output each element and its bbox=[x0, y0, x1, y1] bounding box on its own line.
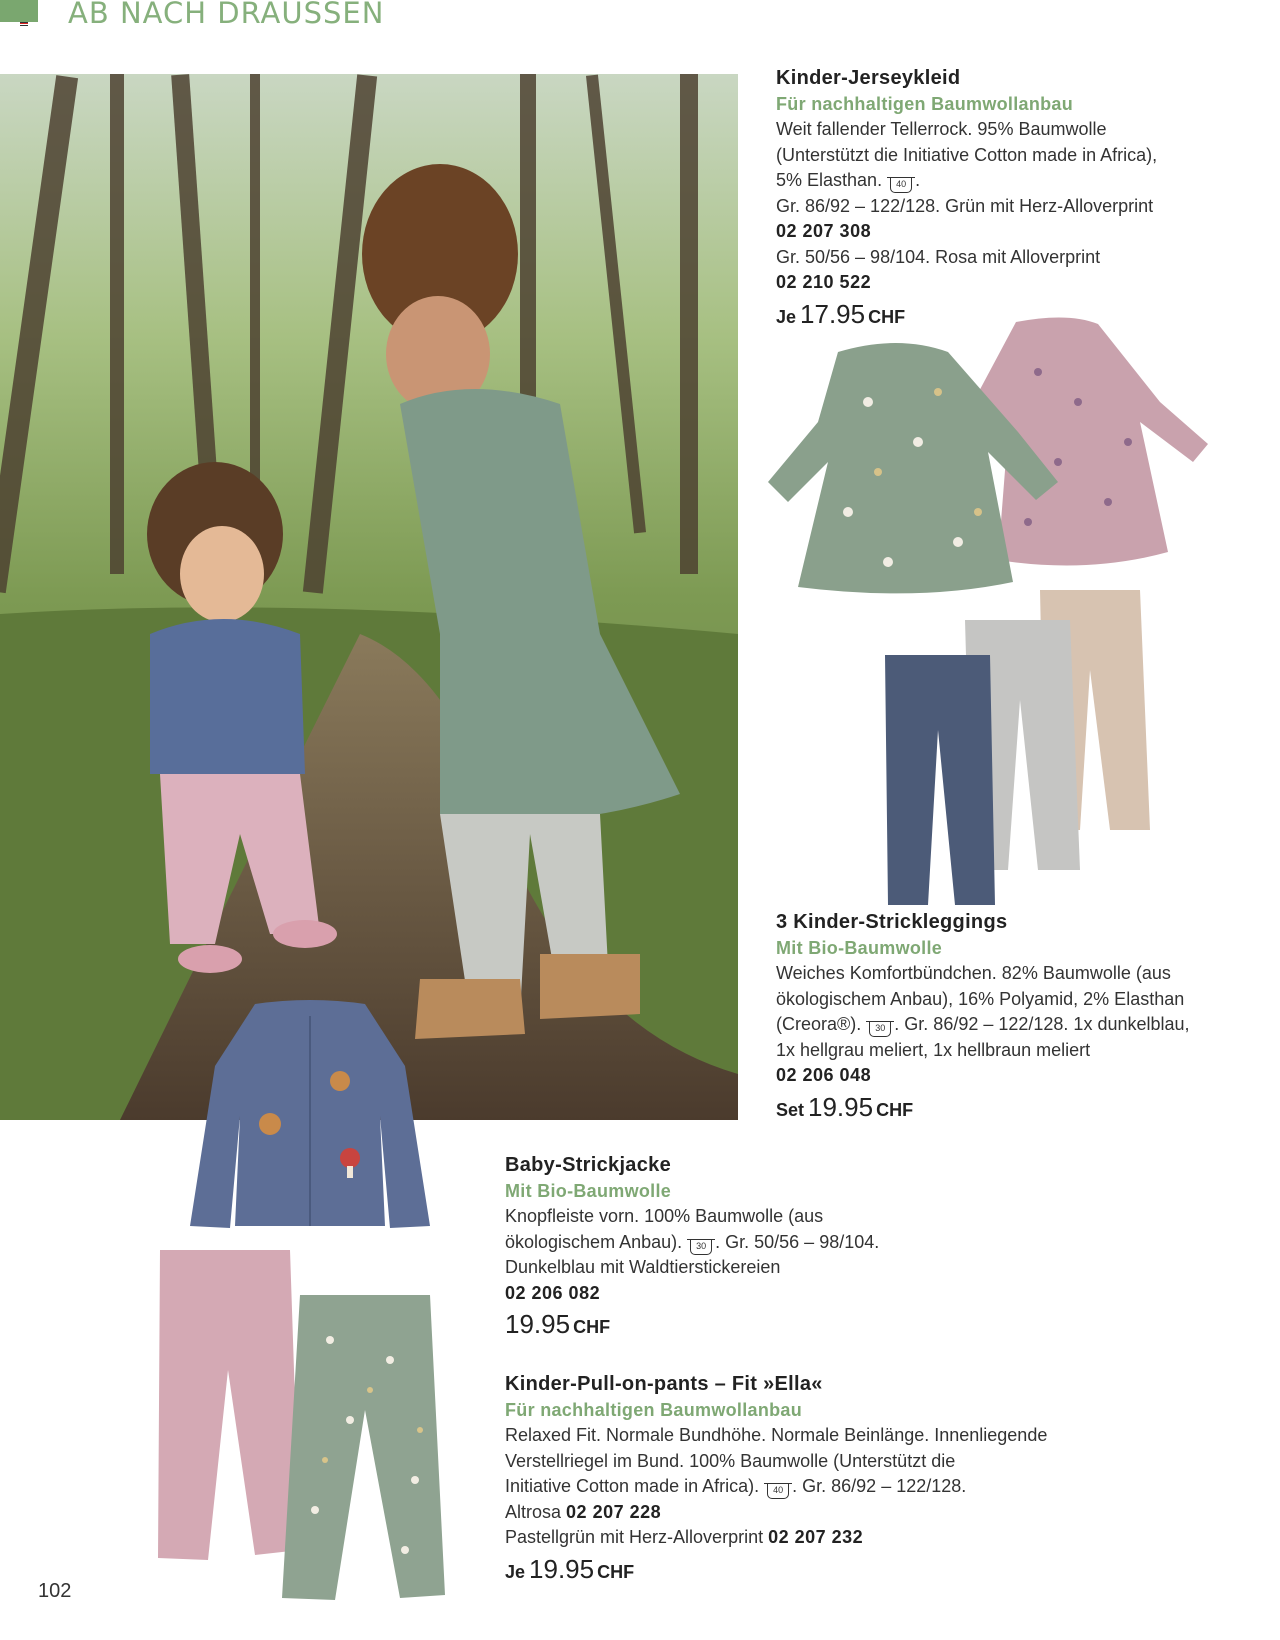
cardigan-product-image bbox=[185, 996, 435, 1236]
variant-line: Altrosa 02 207 228 bbox=[505, 1501, 662, 1522]
product-pull-on-pants bbox=[505, 1372, 1125, 1585]
price: Je 17.95 CHF bbox=[776, 298, 906, 329]
description-line: ökologischem Anbau), 16% Polyamid, 2% Elasthan bbox=[776, 988, 1185, 1009]
description-line: Verstellriegel im Bund. 100% Baumwolle (Unterstützt die bbox=[505, 1450, 956, 1471]
section-title: AB NACH DRAUSSEN bbox=[68, 0, 385, 30]
price: Set 19.95 CHF bbox=[776, 1091, 914, 1122]
description-line: (Unterstützt die Initiative Cotton made in Africa), bbox=[776, 144, 1158, 165]
dresses-product-image bbox=[768, 312, 1218, 604]
product-claim: Für nachhaltigen Baumwollanbau bbox=[505, 1399, 803, 1420]
article-number: 02 206 048 bbox=[776, 1065, 872, 1085]
wash-30-icon: 30 bbox=[869, 1021, 891, 1037]
product-name: Baby-Strickjacke bbox=[505, 1154, 672, 1176]
description-line: Initiative Cotton made in Africa). 40 . Gr. 86/92 – 122/128. bbox=[505, 1474, 1125, 1500]
article-number: 02 207 228 bbox=[566, 1501, 662, 1522]
wash-40-icon: 40 bbox=[890, 177, 912, 193]
variant-text: Gr. 50/56 – 98/104. Rosa mit Alloverprint bbox=[776, 246, 1101, 267]
article-number: 02 206 082 bbox=[505, 1282, 601, 1303]
product-name: Kinder-Jerseykleid bbox=[776, 67, 961, 89]
description-line: Dunkelblau mit Waldtierstickereien bbox=[505, 1257, 781, 1277]
description-line: Weit fallender Tellerrock. 95% Baumwolle bbox=[776, 119, 1107, 139]
product-jerseykleid bbox=[776, 66, 1246, 330]
description-line: (Creora®). 30 . Gr. 86/92 – 122/128. 1x dunkelblau, bbox=[776, 1012, 1246, 1038]
description-line: 5% Elasthan. 40 . bbox=[776, 168, 1246, 194]
description-line: ökologischem Anbau). 30 . Gr. 50/56 – 98/104. bbox=[505, 1230, 925, 1256]
description-line: Relaxed Fit. Normale Bundhöhe. Normale Beinlänge. Innenliegende bbox=[505, 1425, 1048, 1445]
variant-line: Pastellgrün mit Herz-Alloverprint 02 207 232 bbox=[505, 1527, 864, 1547]
price: Je 19.95 CHF bbox=[505, 1553, 635, 1584]
product-claim: Mit Bio-Baumwolle bbox=[505, 1180, 672, 1201]
page-number: 102 bbox=[38, 1580, 72, 1602]
leggings-product-image bbox=[880, 590, 1160, 910]
description-line: 1x hellgrau meliert, 1x hellbraun meliert bbox=[776, 1039, 1091, 1060]
pants-product-image bbox=[150, 1250, 450, 1605]
wash-40-icon: 40 bbox=[767, 1483, 789, 1499]
price: 19.95 CHF bbox=[505, 1309, 611, 1339]
article-number: 02 210 522 bbox=[776, 272, 872, 292]
description-line: Weiches Komfortbündchen. 82% Baumwolle (aus bbox=[776, 963, 1171, 983]
section-color-tab bbox=[0, 0, 38, 22]
product-strickjacke bbox=[505, 1153, 925, 1341]
swiss-flag-marker bbox=[20, 22, 28, 27]
article-number: 02 207 308 bbox=[776, 221, 872, 241]
lifestyle-photo bbox=[0, 74, 738, 1120]
product-name: 3 Kinder-Strickleggings bbox=[776, 911, 1008, 933]
description-line: Knopfleiste vorn. 100% Baumwolle (aus bbox=[505, 1206, 824, 1226]
product-strickleggings bbox=[776, 910, 1246, 1123]
product-name: Kinder-Pull-on-pants – Fit »Ella« bbox=[505, 1373, 823, 1395]
variant-text: Gr. 86/92 – 122/128. Grün mit Herz-Alloverprint bbox=[776, 195, 1154, 216]
article-number: 02 207 232 bbox=[768, 1527, 864, 1547]
product-claim: Mit Bio-Baumwolle bbox=[776, 937, 943, 958]
wash-30-icon: 30 bbox=[690, 1239, 712, 1255]
product-claim: Für nachhaltigen Baumwollanbau bbox=[776, 93, 1074, 114]
